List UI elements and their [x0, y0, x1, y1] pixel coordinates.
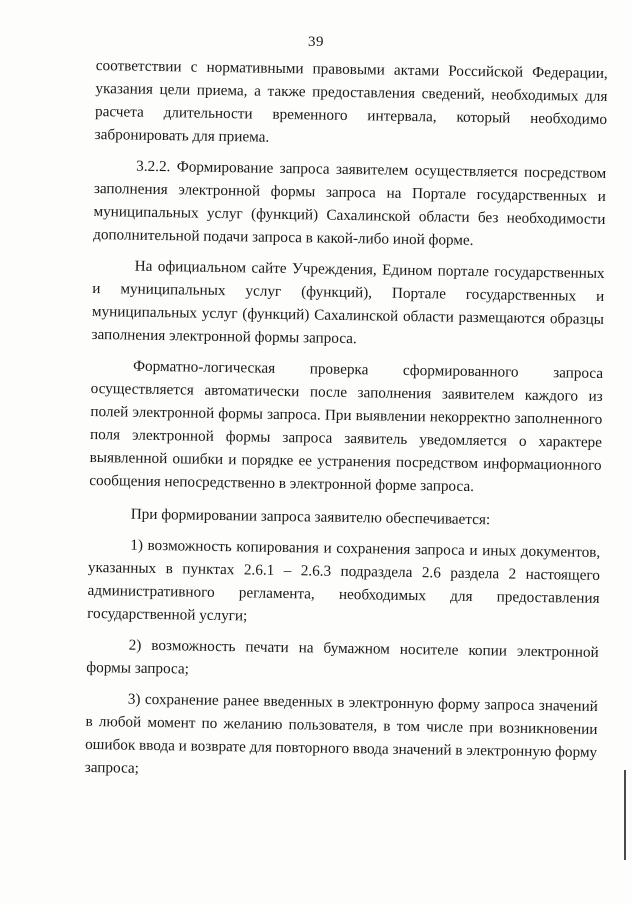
- list-item-3: 3) сохранение ранее введенных в электронную форму запроса значений в любой момент по желанию пользователя, в том числе при возникновении ошибок ввода и возврате для повторного ввода значений в электронную форму запроса;: [84, 690, 598, 777]
- paragraph-3-2-2: 3.2.2. Формирование запроса заявителем осуществляется посредством заполнения электронной формы запроса на Портале государственных и муниципальных услуг (функций) Сахалинской области без необходимости дополнительной подачи запроса в какой-либо иной форме.: [93, 157, 607, 249]
- paragraph-official-site: На официальном сайте Учреждения, Едином портале государственных и муниципальных услуг (функций), Портале государственных и муниципальных услуг (функций) Сахалинской области размещаются образцы заполнения электронной формы запроса.: [91, 257, 605, 348]
- paragraph-provided-list-intro: При формировании запроса заявителю обеспечивается:: [130, 505, 491, 529]
- document-body: [85, 54, 608, 787]
- paragraph-continuation: соответствии с нормативными правовыми актами Российской Федерации, указания цели приема, а также предоставления сведений, необходимых для расчета длительности временного интервала, который необходимо забронировать для приема.: [94, 56, 608, 146]
- list-item-2: 2) возможность печати на бумажном носителе копии электронной формы запроса;: [86, 636, 599, 678]
- page-number: 39: [308, 34, 324, 50]
- scan-edge-mark: [624, 770, 626, 860]
- paragraph-format-check: Форматно-логическая проверка сформированного запроса осуществляется автоматически после заполнения заявителем каждого из полей электронной формы запроса. При выявлении некорректно заполненного поля электронной формы запроса заявитель уведомляется о характере выявленной ошибки и порядке ее устранения посредством информационного сообщения непосредственно в электронной форме запроса.: [89, 357, 604, 495]
- list-item-1: 1) возможность копирования и сохранения запроса и иных документов, указанных в пунктах 2.6.1 – 2.6.3 подраздела 2.6 раздела 2 настоящего административного регламента, необходимых для предоставления государственной услуги;: [87, 536, 601, 625]
